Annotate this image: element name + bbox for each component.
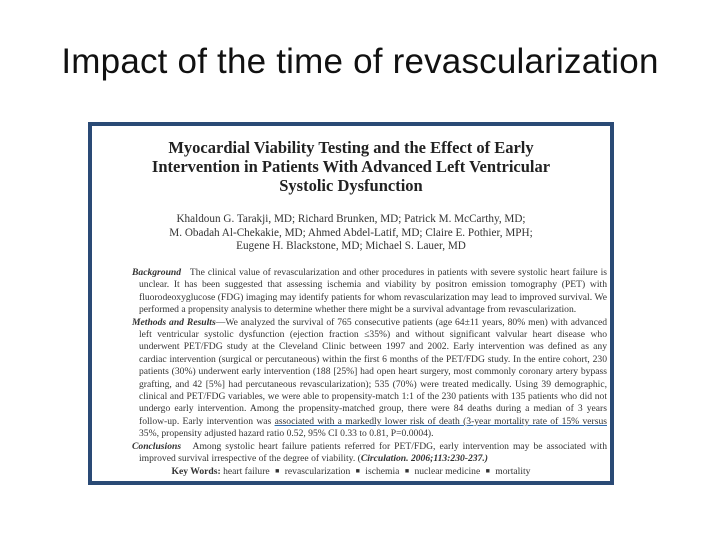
methods-text: We analyzed the survival of 765 consecutive patients (age 64±11 years, 80% men) with advanced left ventricular systolic dysfunction (ejection fraction ≤35%) and without significant valvular heart disease who underwent PET/FDG study at the Cleveland Clinic between 1997 and 2002. Early intervention was defined as any cardiac intervention (surgical or percutaneous) within the first 6 months of the PET/FDG study. In the entire cohort, 230 patients (30%) underwent early intervention (188 [25%] had open heart surgery, most commonly coronary artery bypass grafting, and 42 [5%] had percutaneous revascularization); 535 (70%) were treated medically. Using 39 demographic, clinical and PET/FDG variables, we were able to propensity-match 1:1 of the 230 patients with 135 patients who did not undergo early intervention. Among the propensity-matched group, there were 84 deaths during a median of 3 years follow-up. Early intervention was <box>139 316 607 427</box>
article-title-line: Systolic Dysfunction <box>279 176 423 195</box>
abstract-conclusions <box>132 441 607 466</box>
article-abstract <box>132 267 607 466</box>
conclusions-label: Conclusions <box>132 440 182 452</box>
author-line: Eugene H. Blackstone, MD; Michael S. Lauer, MD <box>236 240 466 252</box>
square-bullet-icon: ■ <box>485 467 490 475</box>
methods-highlighted-result: associated with a markedly lower risk of death (3-year mortality rate of 15% versus <box>274 415 607 427</box>
abstract-methods-results: Methods and Results—We analyzed the survival of 765 consecutive patients (age 64±11 years, 80% men) with advanced left ventricular systolic dysfunction (ejection fraction ≤35%) and without significant valvular heart disease who underwent PET/FDG study at the Cleveland Clinic between 1997 and 2002. Early intervention was defined as any cardiac intervention (surgical or percutaneous) within the first 6 months of the PET/FDG study. In the entire cohort, 230 patients (30%) underwent early intervention (188 [25%] had open heart surgery, most commonly coronary artery bypass grafting, and 42 [5%] had percutaneous revascularization); 535 (70%) were treated medically. Using 39 demographic, clinical and PET/FDG variables, we were able to propensity-match 1:1 of the 230 patients with 135 patients who did not undergo early intervention. Among the propensity-matched group, there were 84 deaths during a median of 3 years follow-up. Early intervention was associated with a markedly lower risk of death (3-year mortality rate of 15% versus 35%, propensity adjusted hazard ratio 0.52, 95% CI 0.33 to 0.81, P=0.0004). <box>132 316 607 440</box>
abstract-background <box>132 267 607 317</box>
citation-journal: Circulation <box>360 453 407 465</box>
keyword: nuclear medicine <box>414 466 481 477</box>
slide-title: Impact of the time of revascularization <box>61 42 659 81</box>
keyword: heart failure <box>223 466 270 477</box>
square-bullet-icon: ■ <box>404 467 410 475</box>
article-keywords <box>92 466 610 477</box>
methods-label: Methods and Results <box>132 316 216 328</box>
author-line: M. Obadah Al-Chekakie, MD; Ahmed Abdel-Latif, MD; Claire E. Pothier, MPH; <box>169 226 533 239</box>
square-bullet-icon: ■ <box>275 467 280 475</box>
article-title-line: Intervention in Patients With Advanced Left Ventricular <box>151 157 551 176</box>
keywords-label: Key Words: <box>171 466 221 477</box>
square-bullet-icon: ■ <box>355 467 360 475</box>
background-label: Background <box>132 267 182 278</box>
background-text: The clinical value of revascularization and other procedures in patients with severe systolic heart failure is unclear. It has been suggested that assessing ischemia and viability by positron emission tomography (PET) with fluorodeoxyglucose (FDG) imaging may identify patients for whom revascularization may lead to improved survival. We performed a propensity analysis to determine whether there might be a survival advantage from revascularization. <box>139 267 607 316</box>
article-title <box>92 138 610 195</box>
keyword: mortality <box>495 466 531 477</box>
citation-details: . 2006;113:230-237.) <box>406 453 488 465</box>
article-authors <box>92 213 610 254</box>
keyword: ischemia <box>365 466 400 477</box>
keyword: revascularization <box>284 466 351 477</box>
conclusions-text: Among systolic heart failure patients referred for PET/FDG, early intervention may be associated with improved survival irrespective of the degree of viability. ( <box>139 440 607 465</box>
article-title-line: Myocardial Viability Testing and the Effect of Early <box>168 138 534 157</box>
author-line: Khaldoun G. Tarakji, MD; Richard Brunken, MD; Patrick M. McCarthy, MD; <box>176 213 526 225</box>
methods-text-end: 35%, propensity adjusted hazard ratio 0.52, 95% CI 0.33 to 0.81, P=0.0004). <box>139 428 434 440</box>
article-abstract-image <box>88 122 614 485</box>
